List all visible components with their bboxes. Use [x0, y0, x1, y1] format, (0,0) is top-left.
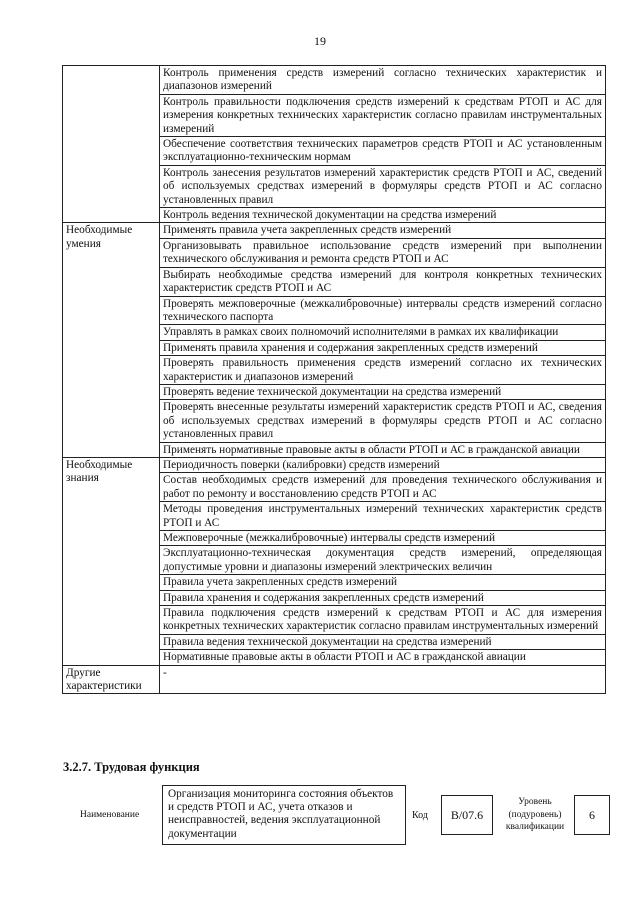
requirement-item: Правила хранения и содержания закрепленных средств измерений	[160, 590, 606, 605]
requirement-item: Организовывать правильное использование средств измерений при выполнении технического обслуживания и ремонта средств РТОП и АС	[160, 238, 606, 267]
requirement-item: Обеспечение соответствия технических параметров средств РТОП и АС установленным эксплуатационно-техническим нормам	[160, 137, 606, 166]
requirement-item: Нормативные правовые акты в области РТОП и АС в гражданской авиации	[160, 650, 606, 665]
requirement-item: Проверять правильность применения средств измерений согласно их технических характеристик и диапазонов измерений	[160, 356, 606, 385]
requirement-item: Выбирать необходимые средства измерений для контроля конкретных технических характеристик средств РТОП и АС	[160, 267, 606, 296]
requirement-item: Управлять в рамках своих полномочий исполнителями в рамках их квалификации	[160, 325, 606, 340]
page-number: 19	[314, 34, 326, 48]
table-row	[63, 457, 606, 472]
section-heading: 3.2.7. Трудовая функция	[63, 760, 200, 774]
requirement-item: Проверять внесенные результаты измерений характеристик средств РТОП и АС, сведения об используемых средствах измерений в формуляры средств РТОП и АС согласно установленных правил	[160, 400, 606, 442]
requirement-item: Правила подключения средств измерений к средствам РТОП и АС для измерения конкретных технических характеристик согласно правилам инструментальных измерений	[160, 606, 606, 635]
requirement-item: Контроль применения средств измерений согласно технических характеристик и диапазонов измерений	[160, 66, 606, 95]
table-row	[63, 665, 606, 694]
requirement-item: Контроль занесения результатов измерений характеристик средств РТОП и АС, сведений об используемых средствах измерений в формуляры средств РТОП и АС согласно установленных правил	[160, 165, 606, 207]
table-row	[63, 66, 606, 95]
requirement-item: Применять правила учета закрепленных средств измерений	[160, 223, 606, 238]
requirement-item: Эксплуатационно-техническая документация средств измерений, определяющая допустимые уровни и диапазоны измерений электрических величин	[160, 546, 606, 575]
labor-function-header	[62, 785, 610, 847]
row-group-label	[63, 66, 160, 223]
requirement-item: Проверять ведение технической документации на средства измерений	[160, 384, 606, 399]
requirement-item: Периодичность поверки (калибровки) средств измерений	[160, 457, 606, 472]
level-value-box: 6	[574, 795, 610, 835]
code-label: Код	[412, 810, 428, 821]
level-label: Уровень (подуровень) квалификации	[505, 797, 565, 832]
name-label: Наименование	[80, 810, 140, 820]
requirement-item: Методы проведения инструментальных измерений технических характеристик средств РТОП и АС	[160, 502, 606, 531]
code-value-box: B/07.6	[441, 795, 493, 835]
requirement-item: Состав необходимых средств измерений для проведения технического обслуживания и работ по ремонту и восстановлению средств РТОП и АС	[160, 473, 606, 502]
requirement-item: Межповерочные (межкалибровочные) интервалы средств измерений	[160, 531, 606, 546]
requirement-item: Применять нормативные правовые акты в области РТОП и АС в гражданской авиации	[160, 442, 606, 457]
requirement-item: Применять правила хранения и содержания закрепленных средств измерений	[160, 340, 606, 355]
row-group-label: Другие характеристики	[63, 665, 160, 694]
requirement-item: Контроль правильности подключения средств измерений к средствам РТОП и АС для измерения конкретных технических характеристик согласно правилам инструментальных измерений	[160, 94, 606, 136]
requirement-item: Правила ведения технической документации на средства измерений	[160, 634, 606, 649]
row-group-label: Необходимые знания	[63, 457, 160, 665]
labor-function-requirements-table	[62, 65, 606, 694]
name-value-box: Организация мониторинга состояния объектов и средств РТОП и АС, учета отказов и неисправностей, ведения эксплуатационной документации	[162, 785, 406, 845]
requirement-item: Правила учета закрепленных средств измерений	[160, 575, 606, 590]
row-group-label: Необходимые умения	[63, 223, 160, 458]
requirement-item: Проверять межповерочные (межкалибровочные) интервалы средств измерений согласно технического паспорта	[160, 296, 606, 325]
requirement-item: -	[160, 665, 606, 694]
table-row	[63, 223, 606, 238]
requirement-item: Контроль ведения технической документации на средства измерений	[160, 208, 606, 223]
